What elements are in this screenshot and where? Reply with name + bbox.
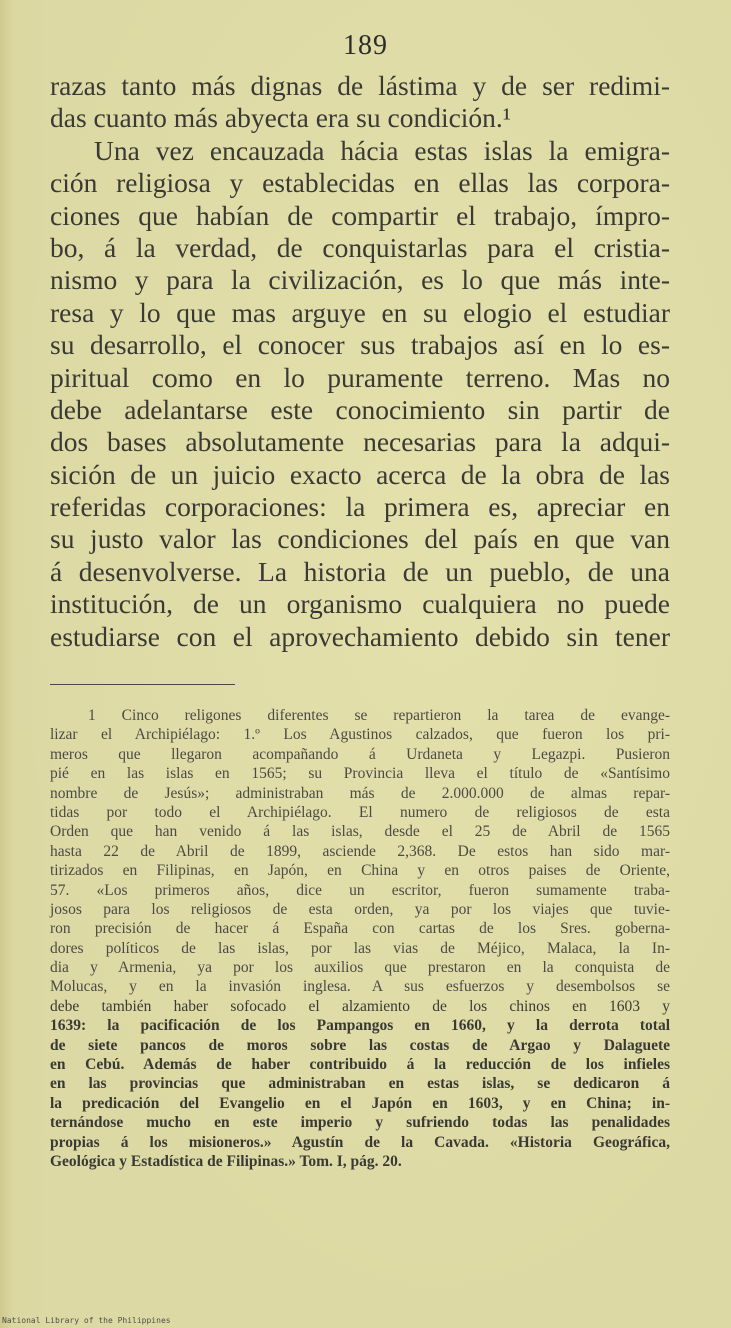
text-line: bo, á la verdad, de conquistarlas para el cristia- <box>50 231 670 263</box>
text-line: referidas corporaciones: la primera es, apreciar en <box>50 491 670 523</box>
footnote-line: nombre de Jesús»; administraban más de 2.000.000 de almas repar- <box>50 784 670 802</box>
footnote-line: en las provincias que administraban en estas islas, se dedicaron á <box>50 1075 670 1093</box>
footnote-line: 57. «Los primeros años, dice un escritor, fueron sumamente traba- <box>50 881 670 899</box>
footnote-line: en Cebú. Además de haber contribuido á la reducción de los infieles <box>50 1056 670 1074</box>
text-line: resa y lo que mas arguye en su elogio el estudiar <box>50 296 670 328</box>
footnote-line: ron precisión de hacer á España con cartas de los Sres. goberna- <box>50 920 670 938</box>
footnote-line: propias á los misioneros.» Agustín de la Cavada. «Historia Geográfica, <box>50 1133 670 1151</box>
text-line: razas tanto más dignas de lástima y de ser redimi- <box>50 70 670 101</box>
footnote-line: debe también haber sofocado el alzamiento de los chinos en 1603 y <box>50 997 670 1015</box>
text-line: das cuanto más abyecta era su condición.¹ <box>50 102 512 134</box>
text-line: dos bases absolutamente necesarias para la adqui- <box>50 426 670 458</box>
text-line: estudiarse con el aprovechamiento debido sin tener <box>50 620 670 652</box>
text-line: á desenvolverse. La historia de un pueblo, de una <box>50 555 670 587</box>
footnote-line: Molucas, y en la invasión inglesa. A sus esfuerzos y desembolsos se <box>50 978 670 996</box>
footnote-line: 1 Cinco religones diferentes se repartieron la tarea de evange- <box>88 707 670 724</box>
library-watermark: National Library of the Philippines <box>2 1316 171 1325</box>
footnote-line: ternándose mucho en este imperio y sufriendo todas las penalidades <box>50 1114 670 1132</box>
text-line: ciones que habían de compartir el trabajo, ímpro- <box>50 199 670 231</box>
footnote-line: meros que llegaron acompañando á Urdaneta y Legazpi. Pusieron <box>50 745 670 763</box>
footnote-line: de siete pancos de moros sobre las costas de Argao y Dalaguete <box>50 1036 670 1054</box>
text-line: su justo valor las condiciones del país en que van <box>50 523 670 555</box>
footnote-divider <box>50 684 235 685</box>
footnote-line: hasta 22 de Abril de 1899, asciende 2,368. De estos han sido mar- <box>50 842 670 860</box>
text-line: nismo y para la civilización, es lo que más inte- <box>50 264 670 296</box>
footnote-line: tirizados en Filipinas, en Japón, en China y en otros paises de Oriente, <box>50 862 670 880</box>
main-text <box>50 70 670 653</box>
footnote-line: josos para los religiosos de esta orden, ya por los viajes que tuvie- <box>50 900 670 918</box>
text-line: Una vez encauzada hácia estas islas la emigra- <box>94 134 670 166</box>
footnote-line: la predicación del Evangelio en el Japón en 1603, y en China; in- <box>50 1094 670 1112</box>
footnote-line: lizar el Archipiélago: 1.º Los Agustinos calzados, que fueron los pri- <box>50 726 670 744</box>
footnote-line: Geológica y Estadística de Filipinas.» Tom. I, pág. 20. <box>50 1152 402 1170</box>
footnote-line: tidas por todo el Archipiélago. El numero de religiosos de esta <box>50 803 670 821</box>
text-line: su desarrollo, el conocer sus trabajos así en lo es- <box>50 329 670 361</box>
page-number: 189 <box>343 30 388 61</box>
text-line: piritual como en lo puramente terreno. Mas no <box>50 361 670 393</box>
footnote-line: Orden que han venido á las islas, desde el 25 de Abril de 1565 <box>50 823 670 841</box>
footnote-line: pié en las islas en 1565; su Provincia lleva el título de «Santísimo <box>50 765 670 783</box>
footnote-line: dia y Armenia, ya por los auxilios que prestaron en la conquista de <box>50 959 670 977</box>
text-line: debe adelantarse este conocimiento sin partir de <box>50 393 670 425</box>
text-line: sición de un juicio exacto acerca de la obra de las <box>50 458 670 490</box>
text-line: institución, de un organismo cualquiera no puede <box>50 588 670 620</box>
footnote <box>50 706 670 1171</box>
footnote-line: dores políticos de las islas, por las vias de Méjico, Malaca, la In- <box>50 939 670 957</box>
text-line: ción religiosa y establecidas en ellas las corpora- <box>50 167 670 199</box>
footnote-line: 1639: la pacificación de los Pampangos en 1660, y la derrota total <box>50 1017 670 1035</box>
